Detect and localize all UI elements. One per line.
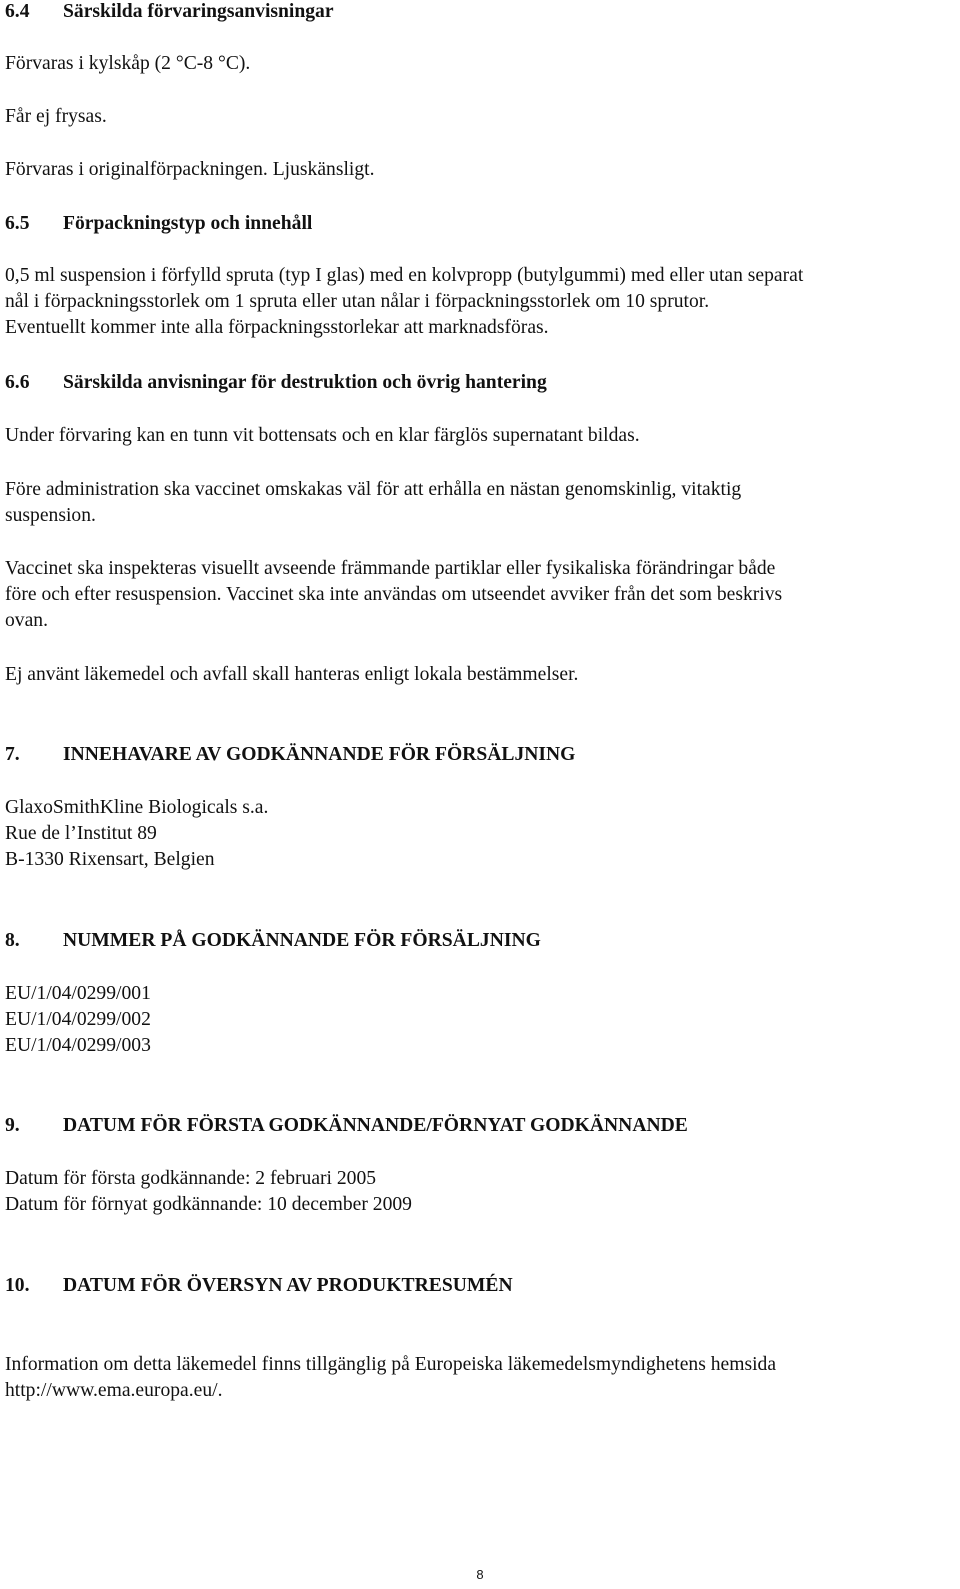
storage-text: Förvaras i originalförpackningen. Ljuskänsligt. [5,159,375,180]
handling-text: Ej använt läkemedel och avfall skall hanteras enligt lokala bestämmelser. [5,664,579,685]
holder-address-line: GlaxoSmithKline Biologicals s.a. [5,797,269,818]
section-title: Särskilda förvaringsanvisningar [63,1,334,22]
section-8-heading [5,928,541,955]
info-text: Information om detta läkemedel finns tillgänglig på Europeiska läkemedelsmyndighetens hemsida [5,1354,777,1375]
handling-text: före och efter resuspension. Vaccinet ska inte användas om utseendet avviker från det som beskrivs [5,584,783,605]
storage-text: Får ej frysas. [5,106,107,127]
section-number: 10. [5,1275,30,1296]
section-9-heading [5,1113,688,1140]
package-text: Eventuellt kommer inte alla förpackningsstorlekar att marknadsföras. [5,317,549,338]
handling-text: Före administration ska vaccinet omskakas väl för att erhålla en nästan genomskinlig, vitaktig [5,479,742,500]
section-6-6-heading [5,370,547,397]
page-number: 8 [476,1567,484,1582]
section-number: 7. [5,744,20,765]
holder-address-line: B-1330 Rixensart, Belgien [5,849,215,870]
section-10-heading [5,1273,513,1300]
handling-text: ovan. [5,610,48,631]
section-title: NUMMER PÅ GODKÄNNANDE FÖR FÖRSÄLJNING [63,930,541,951]
section-title: INNEHAVARE AV GODKÄNNANDE FÖR FÖRSÄLJNING [63,744,576,765]
section-title: DATUM FÖR FÖRSTA GODKÄNNANDE/FÖRNYAT GODKÄNNANDE [63,1115,688,1136]
authorisation-date: Datum för första godkännande: 2 februari 2005 [5,1168,377,1189]
section-number: 6.6 [5,372,30,393]
holder-address-line: Rue de l’Institut 89 [5,823,157,844]
section-6-5-heading [5,211,312,238]
section-number: 6.5 [5,213,30,234]
section-number: 6.4 [5,1,30,22]
package-text: 0,5 ml suspension i förfylld spruta (typ I glas) med en kolvpropp (butylgummi) med eller utan separat [5,265,804,286]
section-6-4-heading [5,0,334,26]
section-number: 8. [5,930,20,951]
section-title: Särskilda anvisningar för destruktion och övrig hantering [63,372,547,393]
handling-text: Under förvaring kan en tunn vit bottensats och en klar färglös supernatant bildas. [5,425,640,446]
authorisation-number: EU/1/04/0299/003 [5,1035,151,1056]
package-text: nål i förpackningsstorlek om 1 spruta eller utan nålar i förpackningsstorlek om 10 sprutor. [5,291,710,312]
handling-text: suspension. [5,505,96,526]
authorisation-date: Datum för förnyat godkännande: 10 december 2009 [5,1194,412,1215]
section-title: Förpackningstyp och innehåll [63,213,313,234]
storage-text: Förvaras i kylskåp (2 °C-8 °C). [5,53,251,74]
section-7-heading [5,742,575,769]
ema-website-link[interactable]: http://www.ema.europa.eu/. [5,1380,223,1401]
authorisation-number: EU/1/04/0299/001 [5,983,151,1004]
section-title: DATUM FÖR ÖVERSYN AV PRODUKTRESUMÉN [63,1275,513,1296]
authorisation-number: EU/1/04/0299/002 [5,1009,151,1030]
section-number: 9. [5,1115,20,1136]
handling-text: Vaccinet ska inspekteras visuellt avseende främmande partiklar eller fysikaliska förändringar både [5,558,776,579]
